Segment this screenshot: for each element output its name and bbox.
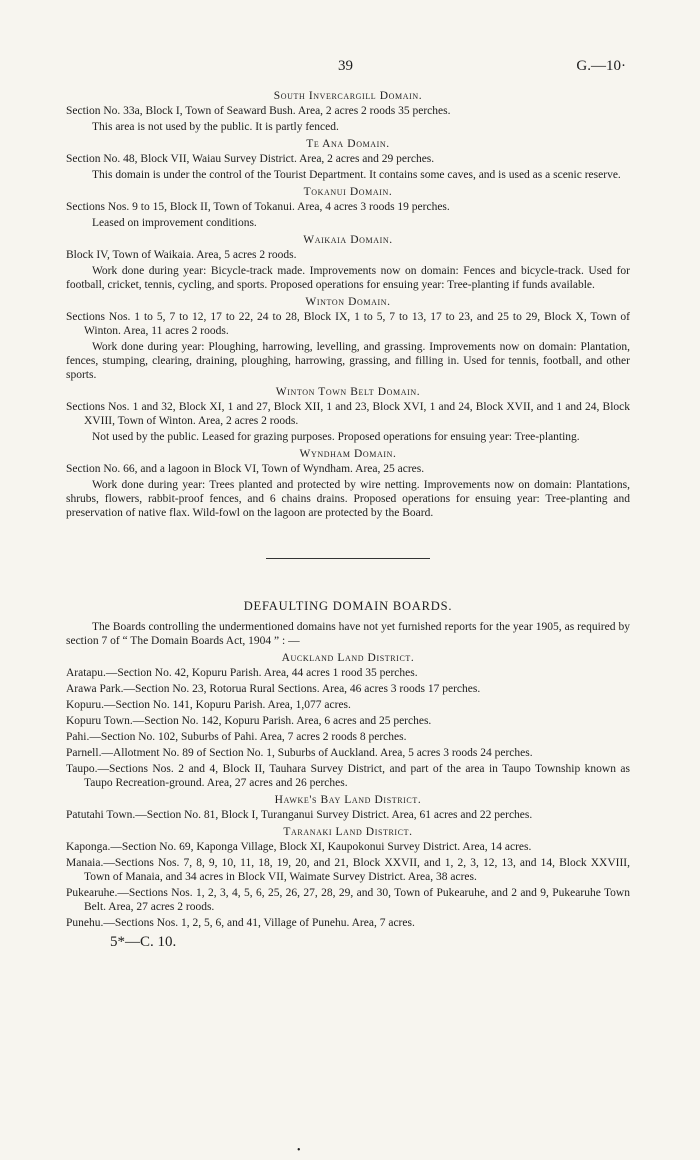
domain-paragraph: Work done during year: Trees planted and protected by wire netting. Improvements now on domain: Plantations, shrubs, flowers, rabbit-proof fences, and 6 chains drains. Proposed operations for ensuing year: Tree-planting and preservation of native flax. Wild-fowl on the lagoon are protected by the Board. bbox=[66, 479, 630, 519]
domain-paragraph: Section No. 66, and a lagoon in Block VI, Town of Wyndham. Area, 25 acres. bbox=[66, 463, 425, 475]
defaulting-title: DEFAULTING DOMAIN BOARDS. bbox=[243, 599, 453, 613]
footer-signature: 5*—C. 10. bbox=[110, 934, 177, 950]
defaulting-districts bbox=[66, 652, 630, 930]
domain-entry: Patutahi Town.—Section No. 81, Block I, Turanganui Survey District. Area, 61 acres and 22 perches. bbox=[66, 809, 533, 821]
domain-paragraph: Section No. 33a, Block I, Town of Seaward Bush. Area, 2 acres 2 roods 35 perches. bbox=[66, 105, 451, 117]
page-header bbox=[66, 58, 630, 86]
domain-heading: South Invercargill Domain. bbox=[273, 90, 423, 102]
domain-paragraph: Block IV, Town of Waikaia. Area, 5 acres 2 roods. bbox=[66, 249, 297, 261]
page-number: 39 bbox=[338, 58, 353, 74]
domain-paragraph: Sections Nos. 1 to 5, 7 to 12, 17 to 22, 24 to 28, Block IX, 1 to 5, 7 to 13, 17 to 23, and 25 to 29, Block X, Town of Winton. Area, 11 acres 2 roods. bbox=[66, 311, 630, 337]
domain-heading: Winton Town Belt Domain. bbox=[275, 386, 421, 398]
document-code: G.—10· bbox=[576, 58, 626, 74]
domain-paragraph: Section No. 48, Block VII, Waiau Survey District. Area, 2 acres and 29 perches. bbox=[66, 153, 435, 165]
domain-paragraph: Leased on improvement conditions. bbox=[92, 217, 257, 229]
domain-entry: Parnell.—Allotment No. 89 of Section No. 1, Suburbs of Auckland. Area, 5 acres 3 roods 24 perches. bbox=[66, 747, 533, 759]
domain-entry: Kopuru.—Section No. 141, Kopuru Parish. Area, 1,077 acres. bbox=[66, 699, 351, 711]
domain-heading: Wyndham Domain. bbox=[299, 448, 397, 460]
defaulting-intro: The Boards controlling the undermentioned domains have not yet furnished reports for the year 1905, as required by section 7 of “ The Domain Boards Act, 1904 ” : — bbox=[66, 621, 630, 647]
section-divider bbox=[266, 558, 430, 559]
district-heading: Hawke's Bay Land District. bbox=[274, 794, 422, 806]
domain-paragraph: Sections Nos. 1 and 32, Block XI, 1 and 27, Block XII, 1 and 23, Block XVI, 1 and 24, Block XVII, and 1 and 24, Block XVIII, Town of Winton. Area, 2 acres 2 roods. bbox=[66, 401, 630, 427]
domain-paragraph: Not used by the public. Leased for grazing purposes. Proposed operations for ensuing year: Tree-planting. bbox=[92, 431, 580, 443]
domain-entry: Taupo.—Sections Nos. 2 and 4, Block II, Tauhara Survey District, and part of the area in Taupo Township known as Taupo Recreation-ground. Area, 27 acres and 26 perches. bbox=[66, 763, 630, 789]
domain-heading: Te Ana Domain. bbox=[306, 138, 390, 150]
domain-entry: Pukearuhe.—Sections Nos. 1, 2, 3, 4, 5, 6, 25, 26, 27, 28, 29, and 30, Town of Pukearuhe, and 2 and 9, Pukearuhe Town Belt. Area, 27 acres 2 roods. bbox=[66, 887, 630, 913]
domain-heading: Winton Domain. bbox=[305, 296, 391, 308]
domain-entry: Aratapu.—Section No. 42, Kopuru Parish. Area, 44 acres 1 rood 35 perches. bbox=[66, 667, 418, 679]
district-heading: Taranaki Land District. bbox=[283, 826, 413, 838]
domain-heading: Tokanui Domain. bbox=[303, 186, 393, 198]
domain-reports bbox=[66, 90, 630, 520]
domain-entry: Kopuru Town.—Section No. 142, Kopuru Parish. Area, 6 acres and 25 perches. bbox=[66, 715, 432, 727]
domain-paragraph: Work done during year: Ploughing, harrowing, levelling, and grassing. Improvements now on domain: Plantation, fences, stumping, clearing, draining, ploughing, harrowing, grassing, and filling in. Used for tennis, football, and other sports. bbox=[66, 341, 630, 381]
domain-heading: Waikaia Domain. bbox=[303, 234, 393, 246]
domain-entry: Kaponga.—Section No. 69, Kaponga Village, Block XI, Kaupokonui Survey District. Area, 14 acres. bbox=[66, 841, 532, 853]
domain-paragraph: This area is not used by the public. It is partly fenced. bbox=[92, 121, 339, 133]
domain-entry: Manaia.—Sections Nos. 7, 8, 9, 10, 11, 18, 19, 20, and 21, Block XXVII, and 1, 2, 3, 12, 13, and 14, Block XXVIII, Town of Manaia, and 34 acres in Block VII, Waimate Survey District. Area, 38 acres. bbox=[66, 857, 630, 883]
domain-entry: Pahi.—Section No. 102, Suburbs of Pahi. Area, 7 acres 2 roods 8 perches. bbox=[66, 731, 407, 743]
domain-paragraph: Sections Nos. 9 to 15, Block II, Town of Tokanui. Area, 4 acres 3 roods 19 perches. bbox=[66, 201, 450, 213]
page bbox=[66, 58, 630, 951]
domain-entry: Arawa Park.—Section No. 23, Rotorua Rural Sections. Area, 46 acres 3 roods 17 perches. bbox=[66, 683, 481, 695]
domain-entry: Punehu.—Sections Nos. 1, 2, 5, 6, and 41, Village of Punehu. Area, 7 acres. bbox=[66, 917, 415, 929]
printer-dot: • bbox=[297, 1145, 301, 1156]
domain-paragraph: This domain is under the control of the Tourist Department. It contains some caves, and is used as a scenic reserve. bbox=[92, 169, 621, 181]
district-heading: Auckland Land District. bbox=[281, 652, 415, 664]
domain-paragraph: Work done during year: Bicycle-track made. Improvements now on domain: Fences and bicycle-track. Used for football, cricket, tennis, cycling, and sports. Proposed operations for ensuing year: Tree-planting if funds available. bbox=[66, 265, 630, 291]
